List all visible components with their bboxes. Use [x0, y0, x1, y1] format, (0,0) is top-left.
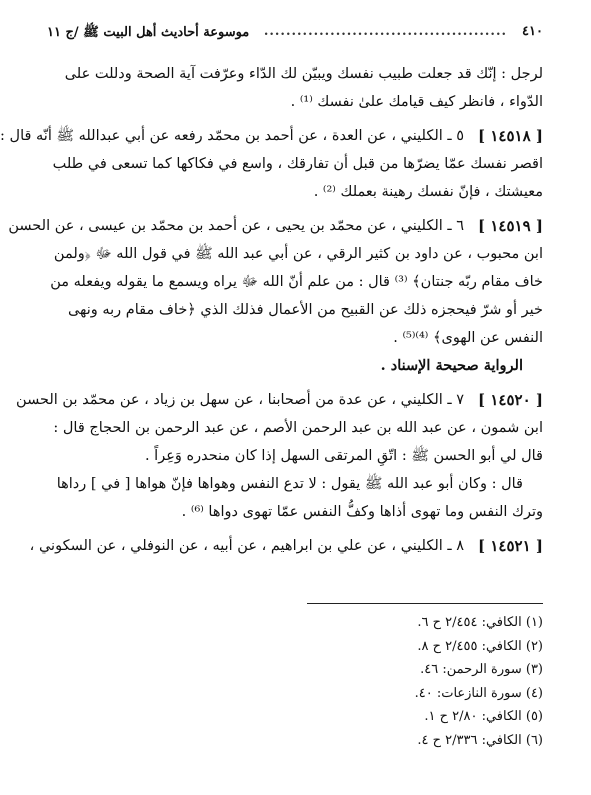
text-line: خاف مقام ربّه جنتان﴾ ⁽³⁾ قال : من علم أنّ الله ﷻ يراه ويسمع ما يقوله ويفعله من — [50, 274, 543, 290]
text-line: ٧ ـ الكليني ، عن عدة من أصحابنا ، عن سهل بن زياد ، عن محمّد بن الحسن — [16, 392, 465, 408]
header-dots: ............................................ — [263, 24, 507, 39]
footnote: (٢) الكافي: ٢/٤٥٥ ح ٨. — [417, 638, 543, 654]
text-line: ٥ ـ الكليني ، عن العدة ، عن أحمد بن محمّد رفعه عن أبي عبدالله ﷺ أنّه قال : — [0, 128, 465, 144]
footnotes — [47, 611, 543, 752]
book-title: موسوعة أحاديث أهل البيت ﷺ /ج ١١ — [47, 25, 250, 40]
text-line: قال لي أبو الحسن ﷺ : اتّقِ المرتقى السهل إذا كان منحدره وَعِراً . — [144, 448, 543, 464]
hadith-number: [ ١٤٥٢١ ] — [478, 537, 543, 555]
text-line: النفس عن الهوى﴾ ⁽⁴⁾⁽⁵⁾ . — [393, 330, 543, 346]
footnote-separator — [307, 603, 543, 604]
footnote: (٣) سورة الرحمن: ٤٦. — [420, 662, 543, 677]
hadith-number: [ ١٤٥٢٠ ] — [478, 391, 543, 409]
footnote: (٤) سورة النازعات: ٤٠. — [414, 685, 543, 701]
text-line: اقصر نفسك عمّا يضرّها من قبل أن تفارقك ، واسع في فكاكها كما تسعى في طلب — [52, 156, 543, 172]
main-text — [0, 60, 543, 560]
text-line: ٨ ـ الكليني ، عن علي بن ابراهيم ، عن أبيه ، عن النوفلي ، عن السكوني ، — [29, 538, 465, 554]
hadith-first-line — [8, 212, 543, 240]
footnote: (٦) الكافي: ٢/٣٣٦ ح ٤. — [417, 732, 543, 748]
page-number: ٤١٠ — [522, 24, 543, 39]
text-line: معيشتك ، فإنّ نفسك رهينة بعملك ⁽²⁾ . — [313, 184, 543, 200]
text-line: ابن شمون ، عن عبد الله بن عبد الرحمن الأصم ، عن عبد الرحمن بن الحجاج قال : — [53, 420, 543, 436]
hadith-number: [ ١٤٥١٩ ] — [478, 217, 543, 235]
text-line: الدّواء ، فانظر كيف قيامك علىٰ نفسك ⁽¹⁾ . — [290, 94, 543, 110]
hadith-number: [ ١٤٥١٨ ] — [478, 127, 543, 145]
footnote: (٥) الكافي: ٢/٨٠ ح ١. — [424, 709, 543, 724]
text-line: وترك النفس وما تهوى أذاها وكفُّ النفس عمّا تهوى دواها ⁽⁶⁾ . — [181, 504, 543, 520]
text-line: لرجل : إنّك قد جعلت طبيب نفسك ويبيّن لك الدّاء وعرّفت آية الصحة ودللت على — [64, 66, 543, 82]
text-line: خير أو شرّ فيحجزه ذلك عن القبيح من الأعمال فذلك الذي ﴿خاف مقام ربه ونهى — [67, 302, 543, 318]
footnote: (١) الكافي: ٢/٤٥٤ ح ٦. — [417, 615, 543, 630]
text-line: ابن محبوب ، عن داود بن كثير الرقي ، عن أبي عبد الله ﷺ في قول الله ﷻ ﴿ولمن — [53, 246, 543, 262]
hadith-first-line — [29, 532, 543, 560]
hadith-first-line — [16, 386, 543, 414]
text-line: قال : وكان أبو عبد الله ﷺ يقول : لا تدع النفس وهواها فإنّ هواها [ في ] رداها — [56, 476, 523, 492]
hadith-first-line — [0, 122, 543, 150]
text-line: ٦ ـ الكليني ، عن محمّد بن يحيى ، عن أحمد بن محمّد بن عيسى ، عن الحسن — [8, 218, 465, 234]
authenticity-note: الرواية صحيحة الإسناد . — [380, 357, 523, 374]
running-header — [47, 24, 543, 44]
